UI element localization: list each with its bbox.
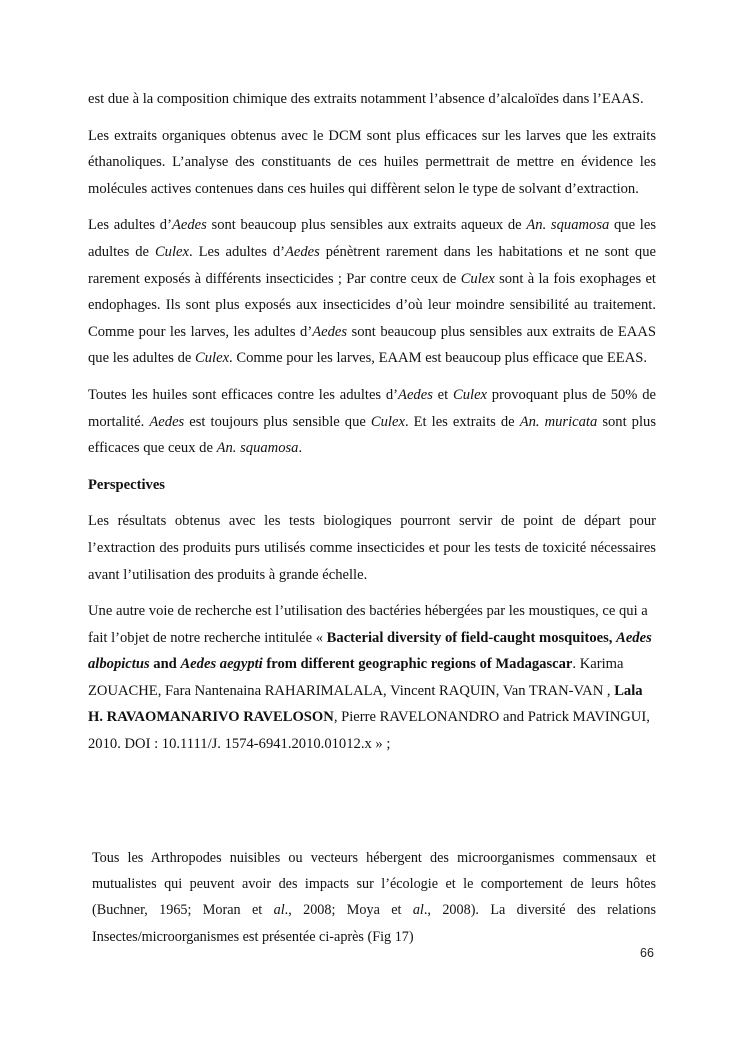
quoted-paragraph-arthropodes <box>92 845 656 960</box>
section-heading-perspectives: Perspectives <box>88 476 165 493</box>
paragraph-arthropodes: Tous les Arthropodes nuisibles ou vecteurs hébergent des microorganismes commensaux et mutualistes qui peuvent avoir des impacts sur l’écologie et le comportement de leurs hôtes (Buchner, 1965; Moran et al., 2008; Moya et al., 2008). La diversité des relations Insectes/microorganismes est présentée ci-après (Fig 17) <box>92 850 656 945</box>
document-body <box>88 86 656 768</box>
paragraph-adultes-aedes: Les adultes d’Aedes sont beaucoup plus sensibles aux extraits aqueux de An. squamosa que les adultes de Culex. Les adultes d’Aedes pénètrent rarement dans les habitations et ne sont que rarement exposés à différents insecticides ; Par contre ceux de Culex sont à la fois exophages et endophages. Ils sont plus exposés aux insecticides d’où leur moindre sensibilité au traitement. Comme pour les larves, les adultes d’Aedes sont beaucoup plus sensibles aux extraits de EAAS que les adultes de Culex. Comme pour les larves, EAAM est beaucoup plus efficace que EEAS. <box>88 217 656 367</box>
paragraph-bacteries: Une autre voie de recherche est l’utilisation des bactéries hébergées par les moustiques, ce qui a fait l’objet de notre recherche intitulée « Bacterial diversity of field-caught mosquitoes, Aedes albopictus and Aedes aegypti from different geographic regions of Madagascar. Karima ZOUACHE, Fara Nantenaina RAHARIMALALA, Vincent RAQUIN, Van TRAN-VAN , Lala H. RAVAOMANARIVO RAVELOSON, Pierre RAVELONANDRO and Patrick MAVINGUI, 2010. DOI : 10.1111/J. 1574-6941.2010.01012.x » ; <box>88 603 652 753</box>
paragraph-alcaloides: est due à la composition chimique des extraits notamment l’absence d’alcaloïdes dans l’EAAS. <box>88 91 644 107</box>
paragraph-extraits-organiques: Les extraits organiques obtenus avec le DCM sont plus efficaces sur les larves que les extraits éthanoliques. L’analyse des constituants de ces huiles permettrait de mettre en évidence les molécules actives contenues dans ces huiles qui diffèrent selon le type de solvant d’extraction. <box>88 127 656 197</box>
paragraph-huiles-efficaces: Toutes les huiles sont efficaces contre les adultes d’Aedes et Culex provoquant plus de 50% de mortalité. Aedes est toujours plus sensible que Culex. Et les extraits de An. muricata sont plus efficaces que ceux de An. squamosa. <box>88 386 657 457</box>
page-number: 66 <box>640 946 654 960</box>
paragraph-resultats: Les résultats obtenus avec les tests biologiques pourront servir de point de départ pour l’extraction des produits purs utilisés comme insecticides et pour les tests de toxicité nécessaires avant l’utilisation des produits à grande échelle. <box>88 513 656 583</box>
